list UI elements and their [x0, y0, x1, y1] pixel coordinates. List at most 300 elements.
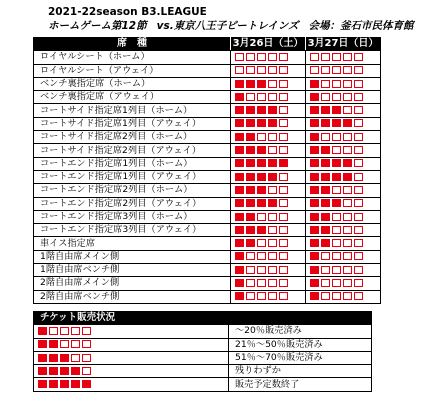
filled-square-icon — [332, 159, 341, 167]
empty-square-icon — [343, 239, 352, 247]
empty-square-icon — [82, 354, 91, 362]
table-row — [34, 250, 381, 263]
table-header-row — [34, 38, 381, 51]
empty-square-icon — [257, 279, 266, 287]
filled-square-icon — [321, 199, 330, 207]
empty-square-icon — [332, 266, 341, 274]
legend-label: 販売予定数終了 — [229, 378, 372, 391]
filled-square-icon — [343, 159, 352, 167]
empty-square-icon — [60, 340, 69, 348]
empty-square-icon — [279, 213, 288, 221]
empty-square-icon — [279, 93, 288, 101]
seat-name: 1階自由席メイン側 — [34, 250, 231, 263]
day1-status — [231, 64, 306, 77]
empty-square-icon — [354, 252, 363, 260]
empty-square-icon — [354, 199, 363, 207]
empty-square-icon — [321, 292, 330, 300]
filled-square-icon — [246, 199, 255, 207]
filled-square-icon — [246, 133, 255, 141]
empty-square-icon — [332, 252, 341, 260]
empty-square-icon — [268, 279, 277, 287]
table-row — [34, 131, 381, 144]
day1-status — [231, 157, 306, 170]
empty-square-icon — [332, 133, 341, 141]
empty-square-icon — [279, 80, 288, 88]
empty-square-icon — [257, 239, 266, 247]
filled-square-icon — [332, 173, 341, 181]
empty-square-icon — [279, 226, 288, 234]
filled-square-icon — [246, 80, 255, 88]
empty-square-icon — [321, 133, 330, 141]
filled-square-icon — [257, 80, 266, 88]
filled-square-icon — [268, 106, 277, 114]
empty-square-icon — [343, 80, 352, 88]
day1-status — [231, 131, 306, 144]
seat-name: コートエンド指定席3列目（ホーム） — [34, 210, 231, 223]
filled-square-icon — [310, 239, 319, 247]
filled-square-icon — [257, 199, 266, 207]
empty-square-icon — [354, 159, 363, 167]
empty-square-icon — [332, 186, 341, 194]
day2-status — [306, 64, 381, 77]
seat-name: コートエンド指定席2列目（ホーム） — [34, 184, 231, 197]
day1-status — [231, 184, 306, 197]
filled-square-icon — [321, 146, 330, 154]
legend-row — [34, 338, 372, 351]
game-info — [48, 20, 423, 32]
day2-status — [306, 237, 381, 250]
filled-square-icon — [310, 292, 319, 300]
day2-status — [306, 170, 381, 183]
seat-name: 車イス指定席 — [34, 237, 231, 250]
day2-status — [306, 184, 381, 197]
filled-square-icon — [246, 159, 255, 167]
empty-square-icon — [257, 252, 266, 260]
filled-square-icon — [332, 199, 341, 207]
empty-square-icon — [246, 93, 255, 101]
empty-square-icon — [321, 252, 330, 260]
empty-square-icon — [321, 266, 330, 274]
day2-status — [306, 290, 381, 303]
filled-square-icon — [310, 133, 319, 141]
day2-status — [306, 51, 381, 64]
empty-square-icon — [279, 106, 288, 114]
empty-square-icon — [257, 292, 266, 300]
filled-square-icon — [38, 354, 47, 362]
seat-name: コートエンド指定席1列目（ホーム） — [34, 157, 231, 170]
table-row — [34, 117, 381, 130]
empty-square-icon — [82, 367, 91, 375]
filled-square-icon — [60, 380, 69, 388]
filled-square-icon — [235, 226, 244, 234]
empty-square-icon — [332, 146, 341, 154]
empty-square-icon — [321, 53, 330, 61]
empty-square-icon — [321, 279, 330, 287]
filled-square-icon — [71, 380, 80, 388]
empty-square-icon — [82, 340, 91, 348]
seat-name: 2階自由席メイン側 — [34, 277, 231, 290]
seat-name: ベンチ裏指定席（アウェイ） — [34, 91, 231, 104]
empty-square-icon — [268, 292, 277, 300]
empty-square-icon — [332, 292, 341, 300]
season-title: 2021-22season B3.LEAGUE — [48, 6, 207, 18]
filled-square-icon — [268, 159, 277, 167]
empty-square-icon — [246, 266, 255, 274]
filled-square-icon — [246, 186, 255, 194]
day2-status — [306, 131, 381, 144]
empty-square-icon — [279, 292, 288, 300]
filled-square-icon — [310, 159, 319, 167]
day1-status — [231, 170, 306, 183]
seat-name: コートサイド指定席1列目（ホーム） — [34, 104, 231, 117]
empty-square-icon — [343, 226, 352, 234]
empty-square-icon — [343, 292, 352, 300]
empty-square-icon — [354, 66, 363, 74]
legend-symbol — [34, 338, 229, 351]
table-row — [34, 157, 381, 170]
table-row — [34, 264, 381, 277]
day2-status — [306, 264, 381, 277]
day1-status — [231, 237, 306, 250]
empty-square-icon — [354, 213, 363, 221]
filled-square-icon — [332, 106, 341, 114]
opponent-label: vs.東京八王子ビートレインズ — [156, 20, 299, 32]
table-row — [34, 210, 381, 223]
day1-status — [231, 250, 306, 263]
filled-square-icon — [246, 213, 255, 221]
empty-square-icon — [268, 133, 277, 141]
seat-name: ロイヤルシート（アウェイ） — [34, 64, 231, 77]
empty-square-icon — [354, 146, 363, 154]
empty-square-icon — [343, 199, 352, 207]
empty-square-icon — [279, 146, 288, 154]
empty-square-icon — [235, 66, 244, 74]
empty-square-icon — [354, 93, 363, 101]
filled-square-icon — [235, 159, 244, 167]
day2-status — [306, 250, 381, 263]
table-row — [34, 77, 381, 90]
day2-status — [306, 157, 381, 170]
seat-name: コートエンド指定席1列目（アウェイ） — [34, 170, 231, 183]
day2-status — [306, 224, 381, 237]
filled-square-icon — [310, 106, 319, 114]
day1-status — [231, 51, 306, 64]
filled-square-icon — [257, 173, 266, 181]
filled-square-icon — [279, 159, 288, 167]
filled-square-icon — [49, 340, 58, 348]
table-row — [34, 144, 381, 157]
empty-square-icon — [279, 119, 288, 127]
filled-square-icon — [246, 146, 255, 154]
filled-square-icon — [71, 367, 80, 375]
empty-square-icon — [279, 239, 288, 247]
empty-square-icon — [343, 106, 352, 114]
filled-square-icon — [321, 186, 330, 194]
filled-square-icon — [246, 119, 255, 127]
seat-name: ロイヤルシート（ホーム） — [34, 51, 231, 64]
filled-square-icon — [235, 173, 244, 181]
day1-status — [231, 91, 306, 104]
legend-label: ～20％販売済み — [229, 325, 372, 338]
empty-square-icon — [354, 80, 363, 88]
filled-square-icon — [38, 367, 47, 375]
venue-label: 会場：釜石市民体育館 — [308, 20, 414, 32]
empty-square-icon — [354, 186, 363, 194]
empty-square-icon — [49, 327, 58, 335]
filled-square-icon — [246, 106, 255, 114]
filled-square-icon — [82, 380, 91, 388]
filled-square-icon — [321, 239, 330, 247]
filled-square-icon — [235, 239, 244, 247]
table-row — [34, 277, 381, 290]
seat-column-header: 席 種 — [34, 38, 231, 51]
filled-square-icon — [235, 199, 244, 207]
empty-square-icon — [332, 80, 341, 88]
empty-square-icon — [246, 66, 255, 74]
filled-square-icon — [310, 93, 319, 101]
legend-label: 51％～70％販売済み — [229, 351, 372, 364]
empty-square-icon — [246, 53, 255, 61]
empty-square-icon — [354, 292, 363, 300]
filled-square-icon — [38, 327, 47, 335]
empty-square-icon — [343, 133, 352, 141]
filled-square-icon — [310, 266, 319, 274]
empty-square-icon — [279, 53, 288, 61]
filled-square-icon — [235, 186, 244, 194]
day1-status — [231, 104, 306, 117]
empty-square-icon — [354, 119, 363, 127]
filled-square-icon — [60, 354, 69, 362]
filled-square-icon — [257, 226, 266, 234]
legend-symbol — [34, 325, 229, 338]
day2-status — [306, 210, 381, 223]
empty-square-icon — [257, 213, 266, 221]
day1-status — [231, 117, 306, 130]
empty-square-icon — [332, 279, 341, 287]
filled-square-icon — [268, 119, 277, 127]
filled-square-icon — [310, 279, 319, 287]
table-row — [34, 170, 381, 183]
legend-label: 残りわずか — [229, 365, 372, 378]
empty-square-icon — [279, 252, 288, 260]
empty-square-icon — [268, 80, 277, 88]
day2-status — [306, 77, 381, 90]
empty-square-icon — [257, 53, 266, 61]
filled-square-icon — [310, 199, 319, 207]
legend-table — [33, 311, 372, 392]
empty-square-icon — [332, 213, 341, 221]
filled-square-icon — [60, 367, 69, 375]
filled-square-icon — [235, 93, 244, 101]
empty-square-icon — [279, 186, 288, 194]
filled-square-icon — [246, 239, 255, 247]
legend-header-row — [34, 312, 372, 325]
day1-status — [231, 264, 306, 277]
legend-row — [34, 351, 372, 364]
empty-square-icon — [71, 340, 80, 348]
empty-square-icon — [321, 93, 330, 101]
legend-row — [34, 325, 372, 338]
filled-square-icon — [235, 279, 244, 287]
seat-name: コートエンド指定席3列目（アウェイ） — [34, 224, 231, 237]
filled-square-icon — [310, 173, 319, 181]
legend-symbol — [34, 365, 229, 378]
table-row — [34, 184, 381, 197]
filled-square-icon — [235, 266, 244, 274]
empty-square-icon — [268, 266, 277, 274]
empty-square-icon — [343, 266, 352, 274]
seat-name: コートサイド指定席2列目（アウェイ） — [34, 144, 231, 157]
table-row — [34, 237, 381, 250]
empty-square-icon — [279, 133, 288, 141]
filled-square-icon — [38, 340, 47, 348]
filled-square-icon — [49, 380, 58, 388]
day1-status — [231, 144, 306, 157]
day2-status — [306, 197, 381, 210]
filled-square-icon — [343, 119, 352, 127]
empty-square-icon — [354, 106, 363, 114]
empty-square-icon — [332, 53, 341, 61]
seat-name: コートエンド指定席2列目（アウェイ） — [34, 197, 231, 210]
filled-square-icon — [321, 173, 330, 181]
empty-square-icon — [235, 53, 244, 61]
empty-square-icon — [71, 327, 80, 335]
filled-square-icon — [268, 173, 277, 181]
table-row — [34, 290, 381, 303]
empty-square-icon — [343, 146, 352, 154]
filled-square-icon — [310, 146, 319, 154]
day2-status — [306, 277, 381, 290]
filled-square-icon — [321, 119, 330, 127]
filled-square-icon — [246, 173, 255, 181]
seat-name: 2階自由席ベンチ側 — [34, 290, 231, 303]
empty-square-icon — [279, 173, 288, 181]
filled-square-icon — [235, 213, 244, 221]
empty-square-icon — [279, 66, 288, 74]
filled-square-icon — [257, 186, 266, 194]
filled-square-icon — [343, 173, 352, 181]
day1-status — [231, 77, 306, 90]
filled-square-icon — [235, 106, 244, 114]
filled-square-icon — [235, 146, 244, 154]
empty-square-icon — [268, 93, 277, 101]
table-row — [34, 91, 381, 104]
day1-status — [231, 277, 306, 290]
filled-square-icon — [310, 186, 319, 194]
empty-square-icon — [343, 279, 352, 287]
empty-square-icon — [354, 226, 363, 234]
empty-square-icon — [268, 252, 277, 260]
empty-square-icon — [268, 53, 277, 61]
empty-square-icon — [268, 226, 277, 234]
empty-square-icon — [246, 252, 255, 260]
filled-square-icon — [49, 354, 58, 362]
table-row — [34, 197, 381, 210]
filled-square-icon — [257, 146, 266, 154]
empty-square-icon — [257, 266, 266, 274]
empty-square-icon — [82, 327, 91, 335]
filled-square-icon — [332, 119, 341, 127]
empty-square-icon — [343, 213, 352, 221]
empty-square-icon — [268, 239, 277, 247]
empty-square-icon — [332, 93, 341, 101]
filled-square-icon — [321, 159, 330, 167]
day1-column-header: 3月26日（土） — [231, 38, 306, 51]
empty-square-icon — [279, 199, 288, 207]
empty-square-icon — [246, 292, 255, 300]
filled-square-icon — [235, 252, 244, 260]
empty-square-icon — [354, 239, 363, 247]
filled-square-icon — [268, 199, 277, 207]
filled-square-icon — [49, 367, 58, 375]
table-row — [34, 224, 381, 237]
empty-square-icon — [332, 226, 341, 234]
filled-square-icon — [235, 119, 244, 127]
table-row — [34, 51, 381, 64]
filled-square-icon — [310, 213, 319, 221]
day2-status — [306, 91, 381, 104]
day2-status — [306, 104, 381, 117]
legend-symbol — [34, 378, 229, 391]
empty-square-icon — [310, 53, 319, 61]
empty-square-icon — [310, 66, 319, 74]
empty-square-icon — [354, 53, 363, 61]
day1-status — [231, 224, 306, 237]
day2-status — [306, 144, 381, 157]
empty-square-icon — [343, 252, 352, 260]
table-row — [34, 64, 381, 77]
empty-square-icon — [268, 66, 277, 74]
filled-square-icon — [310, 252, 319, 260]
legend-label: 21％～50％販売済み — [229, 338, 372, 351]
legend-title: チケット販売状況 — [34, 312, 372, 325]
empty-square-icon — [321, 66, 330, 74]
day2-column-header: 3月27日（日） — [306, 38, 381, 51]
filled-square-icon — [257, 106, 266, 114]
empty-square-icon — [257, 66, 266, 74]
empty-square-icon — [343, 53, 352, 61]
empty-square-icon — [268, 146, 277, 154]
filled-square-icon — [257, 159, 266, 167]
empty-square-icon — [354, 266, 363, 274]
empty-square-icon — [246, 279, 255, 287]
filled-square-icon — [246, 226, 255, 234]
seat-name: ベンチ裏指定席（ホーム） — [34, 77, 231, 90]
filled-square-icon — [310, 80, 319, 88]
empty-square-icon — [268, 213, 277, 221]
filled-square-icon — [235, 133, 244, 141]
empty-square-icon — [279, 266, 288, 274]
day1-status — [231, 290, 306, 303]
empty-square-icon — [354, 279, 363, 287]
seat-name: コートサイド指定席1列目（アウェイ） — [34, 117, 231, 130]
legend-row — [34, 365, 372, 378]
ticket-status-table — [33, 37, 381, 304]
empty-square-icon — [279, 279, 288, 287]
legend-row — [34, 378, 372, 391]
empty-square-icon — [257, 93, 266, 101]
filled-square-icon — [235, 292, 244, 300]
table-row — [34, 104, 381, 117]
filled-square-icon — [321, 106, 330, 114]
empty-square-icon — [321, 80, 330, 88]
empty-square-icon — [343, 186, 352, 194]
filled-square-icon — [257, 119, 266, 127]
empty-square-icon — [343, 93, 352, 101]
seat-name: 1階自由席ベンチ側 — [34, 264, 231, 277]
empty-square-icon — [60, 327, 69, 335]
day1-status — [231, 210, 306, 223]
